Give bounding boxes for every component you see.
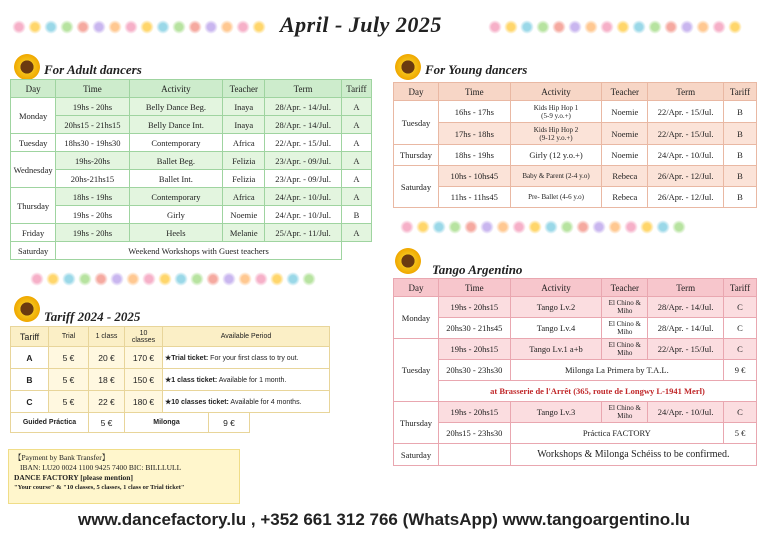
confetti-dot <box>728 20 742 34</box>
term-cell: 22/Apr. - 15/Jul. <box>648 101 724 123</box>
one-price: 20 € <box>89 347 125 369</box>
payment-note: "Your course" & "10 classes, 5 classes, 1 class or Trial ticket" <box>14 484 185 491</box>
confetti-dot <box>188 20 202 34</box>
confetti-dot <box>142 272 156 286</box>
col-time: Time <box>438 83 510 101</box>
confetti-dot <box>512 220 526 234</box>
teacher-cell: Felizia <box>223 170 265 188</box>
table-row <box>394 423 757 444</box>
activity-cell: Heels <box>129 224 223 242</box>
confetti-dot <box>664 20 678 34</box>
day-cell: Monday <box>11 98 56 134</box>
confetti-dot <box>632 20 646 34</box>
col-activity: Activity <box>510 83 602 101</box>
confetti-dot <box>270 272 284 286</box>
day-cell: Saturday <box>11 242 56 260</box>
adult-table <box>10 79 372 260</box>
confetti-dot <box>238 272 252 286</box>
trial-price: 5 € <box>49 347 89 369</box>
payment-box <box>8 449 240 504</box>
col-teacher: Teacher <box>223 80 265 98</box>
confetti-dot <box>488 20 502 34</box>
confetti-dot <box>568 20 582 34</box>
tariff-cell: A <box>341 98 371 116</box>
table-row <box>11 98 372 116</box>
confetti-dot <box>448 220 462 234</box>
day-cell: Monday <box>394 297 439 339</box>
col-ten: 10 classes <box>125 327 163 347</box>
tariff-table <box>10 326 330 413</box>
teacher-cell: Noemie <box>223 206 265 224</box>
period-bold: ★1 class ticket: <box>165 376 218 384</box>
teacher-cell: Noemie <box>602 123 648 145</box>
col-day: Day <box>394 279 439 297</box>
sunflower-icon <box>12 294 42 324</box>
confetti-dot <box>158 272 172 286</box>
activity-cell <box>510 123 602 145</box>
payment-ref: DANCE FACTORY [please mention] <box>14 473 133 482</box>
confetti-dot <box>204 20 218 34</box>
confetti-dot <box>92 20 106 34</box>
activity-cell: Tango Lv.4 <box>510 318 602 339</box>
table-row <box>394 360 757 381</box>
confetti-dot <box>172 20 186 34</box>
confetti-dot <box>60 20 74 34</box>
period-desc: For your first class to try out. <box>208 354 299 362</box>
term-cell: 24/Apr. - 10/Jul. <box>648 402 724 423</box>
day-cell: Thursday <box>394 402 439 444</box>
time-cell: 20hs30 - 23hs30 <box>438 360 510 381</box>
confetti-dot <box>672 220 686 234</box>
confetti-dot <box>464 220 478 234</box>
tariff-cell: B <box>341 206 371 224</box>
table-row <box>11 134 372 152</box>
confetti-dot <box>110 272 124 286</box>
confetti-dot <box>254 272 268 286</box>
teacher-cell: El Chino & Miho <box>602 297 648 318</box>
tariff-cell: B <box>724 187 757 208</box>
table-row <box>11 413 250 433</box>
confetti-dot <box>584 20 598 34</box>
activity-age: (9-12 y.o.+) <box>539 133 573 142</box>
activity-cell <box>510 101 602 123</box>
col-activity: Activity <box>129 80 223 98</box>
ten-price: 170 € <box>125 347 163 369</box>
col-term: Term <box>648 279 724 297</box>
confetti-dot <box>576 220 590 234</box>
adult-heading: For Adult dancers <box>44 62 142 77</box>
sunflower-icon <box>393 246 423 276</box>
table-row <box>394 166 757 187</box>
activity-cell: Tango Lv.2 <box>510 297 602 318</box>
activity-cell: Pre- Ballet (4-6 y.o) <box>510 187 602 208</box>
col-teacher: Teacher <box>602 83 648 101</box>
period-text <box>163 369 330 391</box>
confetti-dot <box>624 220 638 234</box>
confetti-dot <box>520 20 534 34</box>
tariff-cell: 9 € <box>724 360 757 381</box>
term-cell: 23/Apr. - 09/Jul. <box>265 170 341 188</box>
milonga-value: 9 € <box>209 413 250 433</box>
confetti-dot <box>560 220 574 234</box>
period-text <box>163 347 330 369</box>
table-row <box>394 444 757 466</box>
confetti-dot <box>28 20 42 34</box>
col-tariff: Tariff <box>724 279 757 297</box>
trial-price: 5 € <box>49 391 89 413</box>
time-cell: 19hs - 20hs15 <box>438 297 510 318</box>
ten-price: 180 € <box>125 391 163 413</box>
confetti-dot <box>600 20 614 34</box>
tariff-cell: C <box>724 339 757 360</box>
tariff-cell: B <box>724 145 757 166</box>
milonga-label: Milonga <box>125 413 209 433</box>
time-cell: 20hs15 - 21hs15 <box>56 116 129 134</box>
confetti-dot <box>12 20 26 34</box>
confetti-dot <box>640 220 654 234</box>
confetti-dot <box>536 20 550 34</box>
ten-price: 150 € <box>125 369 163 391</box>
time-cell: 18hs - 19hs <box>438 145 510 166</box>
term-cell: 24/Apr. - 10/Jul. <box>648 145 724 166</box>
confetti-dot <box>648 20 662 34</box>
term-cell: 22/Apr. - 15/Jul. <box>648 339 724 360</box>
time-cell: 19hs - 20hs15 <box>438 339 510 360</box>
activity-cell: Belly Dance Int. <box>129 116 223 134</box>
confetti-dot <box>286 272 300 286</box>
confetti-dot <box>76 20 90 34</box>
mid-right-dots <box>400 220 686 234</box>
term-cell: 22/Apr. - 15/Jul. <box>265 134 341 152</box>
term-cell: 24/Apr. - 10/Jul. <box>265 188 341 206</box>
col-trial: Trial <box>49 327 89 347</box>
confetti-dot <box>480 220 494 234</box>
teacher-cell: Noemie <box>602 101 648 123</box>
time-cell: 20hs15 - 23hs30 <box>438 423 510 444</box>
weekend-cell: Weekend Workshops with Guest teachers <box>56 242 342 260</box>
tariff-cell: A <box>341 116 371 134</box>
teacher-cell: Melanie <box>223 224 265 242</box>
teacher-cell: Africa <box>223 188 265 206</box>
confetti-dot <box>206 272 220 286</box>
confetti-dot <box>592 220 606 234</box>
activity-cell: Contemporary <box>129 134 223 152</box>
term-cell: 28/Apr. - 14/Jul. <box>265 98 341 116</box>
period-desc: Available for 1 month. <box>217 376 287 384</box>
col-term: Term <box>648 83 724 101</box>
confetti-dot <box>62 272 76 286</box>
table-row <box>394 318 757 339</box>
day-cell: Tuesday <box>394 101 439 145</box>
confetti-dot <box>496 220 510 234</box>
activity-cell: Contemporary <box>129 188 223 206</box>
term-cell: 22/Apr. - 15/Jul. <box>648 123 724 145</box>
young-table <box>393 82 757 208</box>
col-time: Time <box>56 80 129 98</box>
confetti-dot <box>552 20 566 34</box>
teacher-cell: Africa <box>223 134 265 152</box>
col-tariff: Tariff <box>724 83 757 101</box>
term-cell: 23/Apr. - 09/Jul. <box>265 152 341 170</box>
teacher-cell: Felizia <box>223 152 265 170</box>
confetti-dot <box>190 272 204 286</box>
time-cell: 17hs - 18hs <box>438 123 510 145</box>
top-left-dots <box>12 20 266 34</box>
confetti-dot <box>94 272 108 286</box>
activity-cell: Tango Lv.1 a+b <box>510 339 602 360</box>
tango-heading: Tango Argentino <box>432 262 523 277</box>
activity-line: Kids Hip Hop 2 <box>533 125 579 134</box>
table-row <box>11 224 372 242</box>
page-title: April - July 2025 <box>280 12 442 37</box>
tariff-cell: C <box>724 318 757 339</box>
confetti-dot <box>222 272 236 286</box>
table-row <box>11 347 330 369</box>
tariff-cell: A <box>341 134 371 152</box>
tariff-letter: C <box>11 391 49 413</box>
table-row <box>11 242 372 260</box>
period-bold: ★Trial ticket: <box>165 354 209 362</box>
confetti-dot <box>656 220 670 234</box>
table-row <box>11 188 372 206</box>
confetti-dot <box>400 220 414 234</box>
payment-iban: IBAN: LU20 0024 1100 9425 7400 BIC: BILLLULL <box>20 463 182 472</box>
time-cell: 20hs-21hs15 <box>56 170 129 188</box>
teacher-cell: El Chino & Miho <box>602 339 648 360</box>
teacher-cell: Noemie <box>602 145 648 166</box>
activity-cell: Ballet Beg. <box>129 152 223 170</box>
activity-cell: Girly (12 y.o.+) <box>510 145 602 166</box>
term-cell: 25/Apr. - 11/Jul. <box>265 224 341 242</box>
tango-table <box>393 278 757 466</box>
time-cell: 10hs - 10hs45 <box>438 166 510 187</box>
confetti-dot <box>108 20 122 34</box>
tariff-letter: A <box>11 347 49 369</box>
time-cell: 19hs - 20hs <box>56 98 129 116</box>
table-row <box>394 187 757 208</box>
confetti-dot <box>78 272 92 286</box>
teacher-cell: Inaya <box>223 116 265 134</box>
venue-note: at Brasserie de l'Arrêt (365, route de Longwy L-1941 Merl) <box>438 381 756 402</box>
term-cell: 26/Apr. - 12/Jul. <box>648 166 724 187</box>
confetti-dot <box>680 20 694 34</box>
col-period: Available Period <box>163 327 330 347</box>
tariff-letter: B <box>11 369 49 391</box>
tariff-cell: A <box>341 188 371 206</box>
guided-label: Guided Práctica <box>11 413 89 433</box>
table-row <box>394 381 757 402</box>
col-day: Day <box>11 80 56 98</box>
confetti-dot <box>236 20 250 34</box>
one-price: 22 € <box>89 391 125 413</box>
table-row <box>11 170 372 188</box>
time-cell: 18hs - 19hs <box>56 188 129 206</box>
col-term: Term <box>265 80 341 98</box>
col-tariff: Tariff <box>341 80 371 98</box>
teacher-cell: Rebeca <box>602 187 648 208</box>
day-cell: Tuesday <box>394 339 439 402</box>
table-row <box>11 152 372 170</box>
activity-age: (5-9 y.o.+) <box>541 111 571 120</box>
confetti-dot <box>696 20 710 34</box>
col-time: Time <box>438 279 510 297</box>
tariff-cell: B <box>724 123 757 145</box>
confetti-dot <box>504 20 518 34</box>
tariff-heading: Tariff 2024 - 2025 <box>44 309 141 324</box>
period-desc: Available for 4 months. <box>228 398 302 406</box>
confetti-dot <box>544 220 558 234</box>
confetti-dot <box>156 20 170 34</box>
term-cell: 28/Apr. - 14/Jul. <box>265 116 341 134</box>
sunflower-icon <box>393 52 423 82</box>
period-bold: ★10 classes ticket: <box>165 398 229 406</box>
confetti-dot <box>124 20 138 34</box>
confetti-dot <box>140 20 154 34</box>
tariff-cell: A <box>341 152 371 170</box>
table-row <box>394 101 757 123</box>
teacher-cell: Rebeca <box>602 166 648 187</box>
table-row <box>11 369 330 391</box>
col-teacher: Teacher <box>602 279 648 297</box>
activity-cell: Belly Dance Beg. <box>129 98 223 116</box>
activity-cell: Milonga La Primera by T.A.L. <box>510 360 723 381</box>
tariff-cell: B <box>724 166 757 187</box>
term-cell: 28/Apr. - 14/Jul. <box>648 318 724 339</box>
table-row <box>11 391 330 413</box>
activity-cell: Práctica FACTORY <box>510 423 723 444</box>
term-cell: 28/Apr. - 14/Jul. <box>648 297 724 318</box>
confetti-dot <box>712 20 726 34</box>
term-cell: 24/Apr. - 10/Jul. <box>265 206 341 224</box>
confetti-dot <box>174 272 188 286</box>
table-row <box>394 297 757 318</box>
col-day: Day <box>394 83 439 101</box>
confetti-dot <box>616 20 630 34</box>
time-cell: 19hs - 20hs15 <box>438 402 510 423</box>
activity-line: Kids Hip Hop 1 <box>533 103 579 112</box>
col-activity: Activity <box>510 279 602 297</box>
tariff-cell: 5 € <box>724 423 757 444</box>
teacher-cell: El Chino & Miho <box>602 402 648 423</box>
confetti-dot <box>416 220 430 234</box>
table-row <box>394 339 757 360</box>
trial-price: 5 € <box>49 369 89 391</box>
mid-left-dots <box>30 272 316 286</box>
teacher-cell: Inaya <box>223 98 265 116</box>
table-row <box>394 123 757 145</box>
day-cell: Thursday <box>11 188 56 224</box>
day-cell: Saturday <box>394 444 439 466</box>
saturday-note: Workshops & Milonga Schéiss to be confirmed. <box>510 444 756 466</box>
confetti-dot <box>46 272 60 286</box>
time-cell: 20hs30 - 21hs45 <box>438 318 510 339</box>
confetti-dot <box>302 272 316 286</box>
day-cell: Friday <box>11 224 56 242</box>
day-cell: Wednesday <box>11 152 56 188</box>
extra-prices-table <box>10 412 250 433</box>
table-row <box>394 145 757 166</box>
col-tariff: Tariff <box>11 327 49 347</box>
time-cell: 19hs - 20hs <box>56 206 129 224</box>
day-cell: Tuesday <box>11 134 56 152</box>
day-cell: Thursday <box>394 145 439 166</box>
period-text <box>163 391 330 413</box>
activity-cell: Girly <box>129 206 223 224</box>
confetti-dot <box>608 220 622 234</box>
confetti-dot <box>126 272 140 286</box>
activity-cell: Tango Lv.3 <box>510 402 602 423</box>
payment-title: 【Payment by Bank Transfer】 <box>14 453 110 462</box>
confetti-dot <box>528 220 542 234</box>
confetti-dot <box>30 272 44 286</box>
time-cell: 19hs-20hs <box>56 152 129 170</box>
sunflower-icon <box>12 52 42 82</box>
tariff-cell: A <box>341 224 371 242</box>
tariff-cell: C <box>724 402 757 423</box>
term-cell: 26/Apr. - 12/Jul. <box>648 187 724 208</box>
guided-value: 5 € <box>89 413 125 433</box>
time-cell: 11hs - 11hs45 <box>438 187 510 208</box>
tariff-cell: C <box>724 297 757 318</box>
tariff-cell: B <box>724 101 757 123</box>
col-one: 1 class <box>89 327 125 347</box>
activity-cell: Ballet Int. <box>129 170 223 188</box>
table-row <box>11 206 372 224</box>
table-row <box>11 116 372 134</box>
activity-cell: Baby & Parent (2-4 y.o) <box>510 166 602 187</box>
young-heading: For Young dancers <box>425 62 528 77</box>
time-cell: 18hs30 - 19hs30 <box>56 134 129 152</box>
teacher-cell: El Chino & Miho <box>602 318 648 339</box>
day-cell: Saturday <box>394 166 439 208</box>
tariff-cell: A <box>341 170 371 188</box>
time-cell: 16hs - 17hs <box>438 101 510 123</box>
confetti-dot <box>432 220 446 234</box>
confetti-dot <box>252 20 266 34</box>
confetti-dot <box>220 20 234 34</box>
top-right-dots <box>488 20 742 34</box>
one-price: 18 € <box>89 369 125 391</box>
time-cell: 19hs - 20hs <box>56 224 129 242</box>
footer-contact: www.dancefactory.lu , +352 661 312 766 (WhatsApp) www.tangoargentino.lu <box>78 510 690 529</box>
table-row <box>394 402 757 423</box>
confetti-dot <box>44 20 58 34</box>
